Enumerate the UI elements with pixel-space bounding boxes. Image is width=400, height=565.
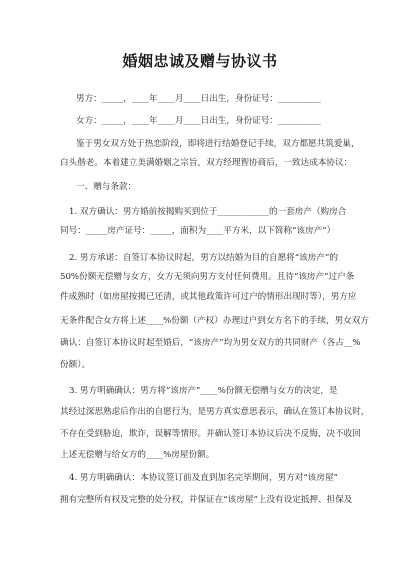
clause-line: 份额）。 [60,360,91,370]
clause-line: 拥有完整所有权及完整的处分权，并保证在“该房屋”上没有设定抵押、担保及 [60,495,353,505]
husband-info-line: 男方：_____，____年____月____日出生，身份证号：__________ [76,94,321,104]
clause-line: 确认：自签订本协议时起至婚后，“该房产”均为男女双方的共同财产（各占__% [60,338,361,348]
clause-line: 3. 男方明确确认：男方将“该房产”____%份额无偿赠与女方的决定，是 [69,386,338,396]
clause-line: 4. 男方明确确认：本协议签订前及直到加名完毕期间，男方对“该房屋” [69,473,338,483]
clause-line: 其经过深思熟虑后作出的自愿行为，是男方真实意思表示，确认在签订本协议时， [60,407,370,417]
section-heading: 一、赠与条款： [76,182,137,192]
clause-line: 同号：_____房产证号：_____，面积为____平方米，以下简称“该房产”） [60,226,336,236]
preamble-line: 鉴于男女双方处于热恋阶段，即将进行结婚登记手续，双方都愿共筑爱巢， [76,139,360,149]
clause-line: 50%份额无偿赠与女方，女方无须向男方支付任何费用。且待“该房产”过户条 [60,272,355,282]
document-title: 婚姻忠诚及赠与协议书 [122,52,278,70]
wife-info-line: 女方：_____，____年____月____日出生，身份证号：__________ [76,116,321,126]
clause-line: 无条件配合女方将上述____%份额（产权）办理过户到女方名下的手续，男女双方 [60,316,369,326]
clause-line: 上述无偿赠与给女方的____%房屋份额。 [60,450,215,460]
clause-line: 件成熟时（如房屋按揭已还清，或其他政策许可过户的情形出现时等），男方应 [60,292,357,302]
clause-line: 2. 男方承诺：自签订本协议时起，男方以结婚为目的自愿将“该房产”的 [69,253,338,263]
clause-line: 不存在受到胁迫，欺诈，误解等情形。并确认签订本协议后决不反悔，决不收回 [60,429,361,439]
clause-line: 1. 双方确认：男方婚前按揭购买到位于____________的一套房产（购房合 [69,207,347,217]
preamble-line: 白头偕老。本着建立美满婚姻之宗旨，双方经理智协商后，一致达成本协议： [60,158,353,168]
